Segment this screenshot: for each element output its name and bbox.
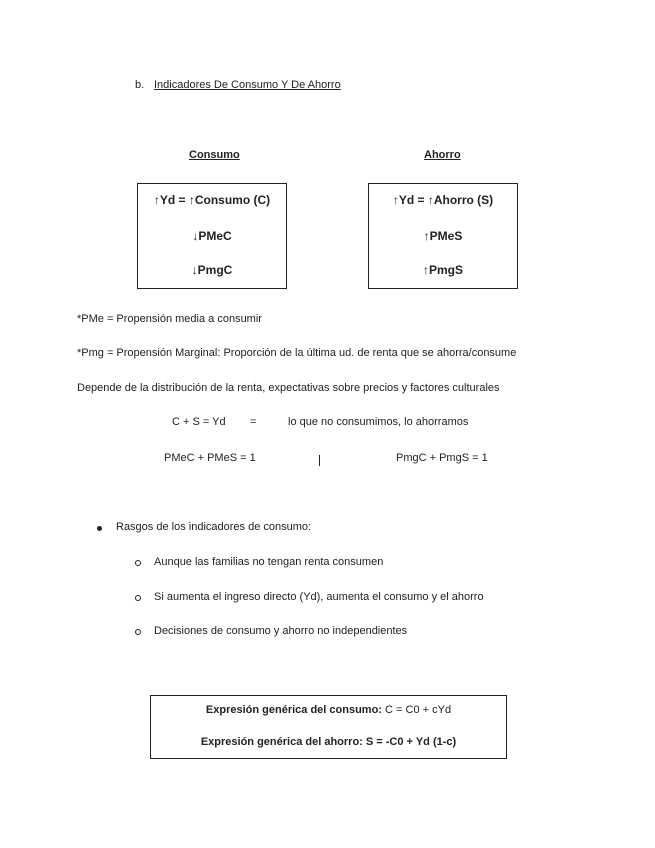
circle-bullet-icon bbox=[135, 560, 141, 566]
ahorro-expression-formula: S = -C0 + Yd (1-c) bbox=[365, 736, 457, 748]
pme-sum-equation: PMeC + PMeS = 1 bbox=[164, 452, 256, 464]
ahorro-expression bbox=[151, 736, 506, 748]
equation-separator bbox=[319, 455, 320, 466]
ahorro-box-line-2: ↑PMeS bbox=[423, 229, 463, 243]
bullet-dot-icon bbox=[97, 526, 102, 531]
consumo-expression-formula: C = C0 + cYd bbox=[385, 704, 452, 716]
rasgos-item-3: Decisiones de consumo y ahorro no independientes bbox=[154, 625, 408, 637]
consumo-expression bbox=[151, 704, 506, 716]
ahorro-box-line-1: ↑Yd = ↑Ahorro (S) bbox=[392, 193, 494, 207]
section-heading: Indicadores De Consumo Y De Ahorro bbox=[154, 79, 341, 91]
ahorro-indicator-box bbox=[368, 183, 518, 289]
consumo-indicator-box bbox=[137, 183, 287, 289]
equation-explanation: lo que no consumimos, lo ahorramos bbox=[288, 416, 469, 428]
circle-bullet-icon bbox=[135, 595, 141, 601]
heading-marker: b. bbox=[135, 79, 145, 91]
pme-definition: *PMe = Propensión media a consumir bbox=[77, 313, 262, 325]
equation-c-s-yd: C + S = Yd bbox=[172, 416, 226, 428]
pmg-definition: *Pmg = Propensión Marginal: Proporción de la última ud. de renta que se ahorra/consume bbox=[77, 347, 517, 359]
consumo-expression-label: Expresión genérica del consumo: bbox=[205, 704, 382, 716]
ahorro-expression-label: Expresión genérica del ahorro: bbox=[200, 736, 363, 748]
consumo-box-line-1: ↑Yd = ↑Consumo (C) bbox=[153, 193, 271, 207]
ahorro-box-line-3: ↑PmgS bbox=[422, 263, 463, 277]
consumo-box-line-2: ↓PMeC bbox=[192, 229, 232, 243]
rasgos-item-1: Aunque las familias no tengan renta consumen bbox=[154, 556, 384, 568]
consumo-column-title: Consumo bbox=[189, 149, 240, 161]
circle-bullet-icon bbox=[135, 629, 141, 635]
rasgos-title: Rasgos de los indicadores de consumo: bbox=[116, 521, 312, 533]
rasgos-item-2: Si aumenta el ingreso directo (Yd), aumenta el consumo y el ahorro bbox=[154, 591, 484, 603]
pmg-sum-equation: PmgC + PmgS = 1 bbox=[396, 452, 488, 464]
depende-note: Depende de la distribución de la renta, expectativas sobre precios y factores culturales bbox=[77, 382, 500, 394]
consumo-box-line-3: ↓PmgC bbox=[191, 263, 233, 277]
equation-equals-sign: = bbox=[250, 416, 257, 428]
ahorro-column-title: Ahorro bbox=[424, 149, 461, 161]
expresiones-box bbox=[150, 695, 507, 759]
